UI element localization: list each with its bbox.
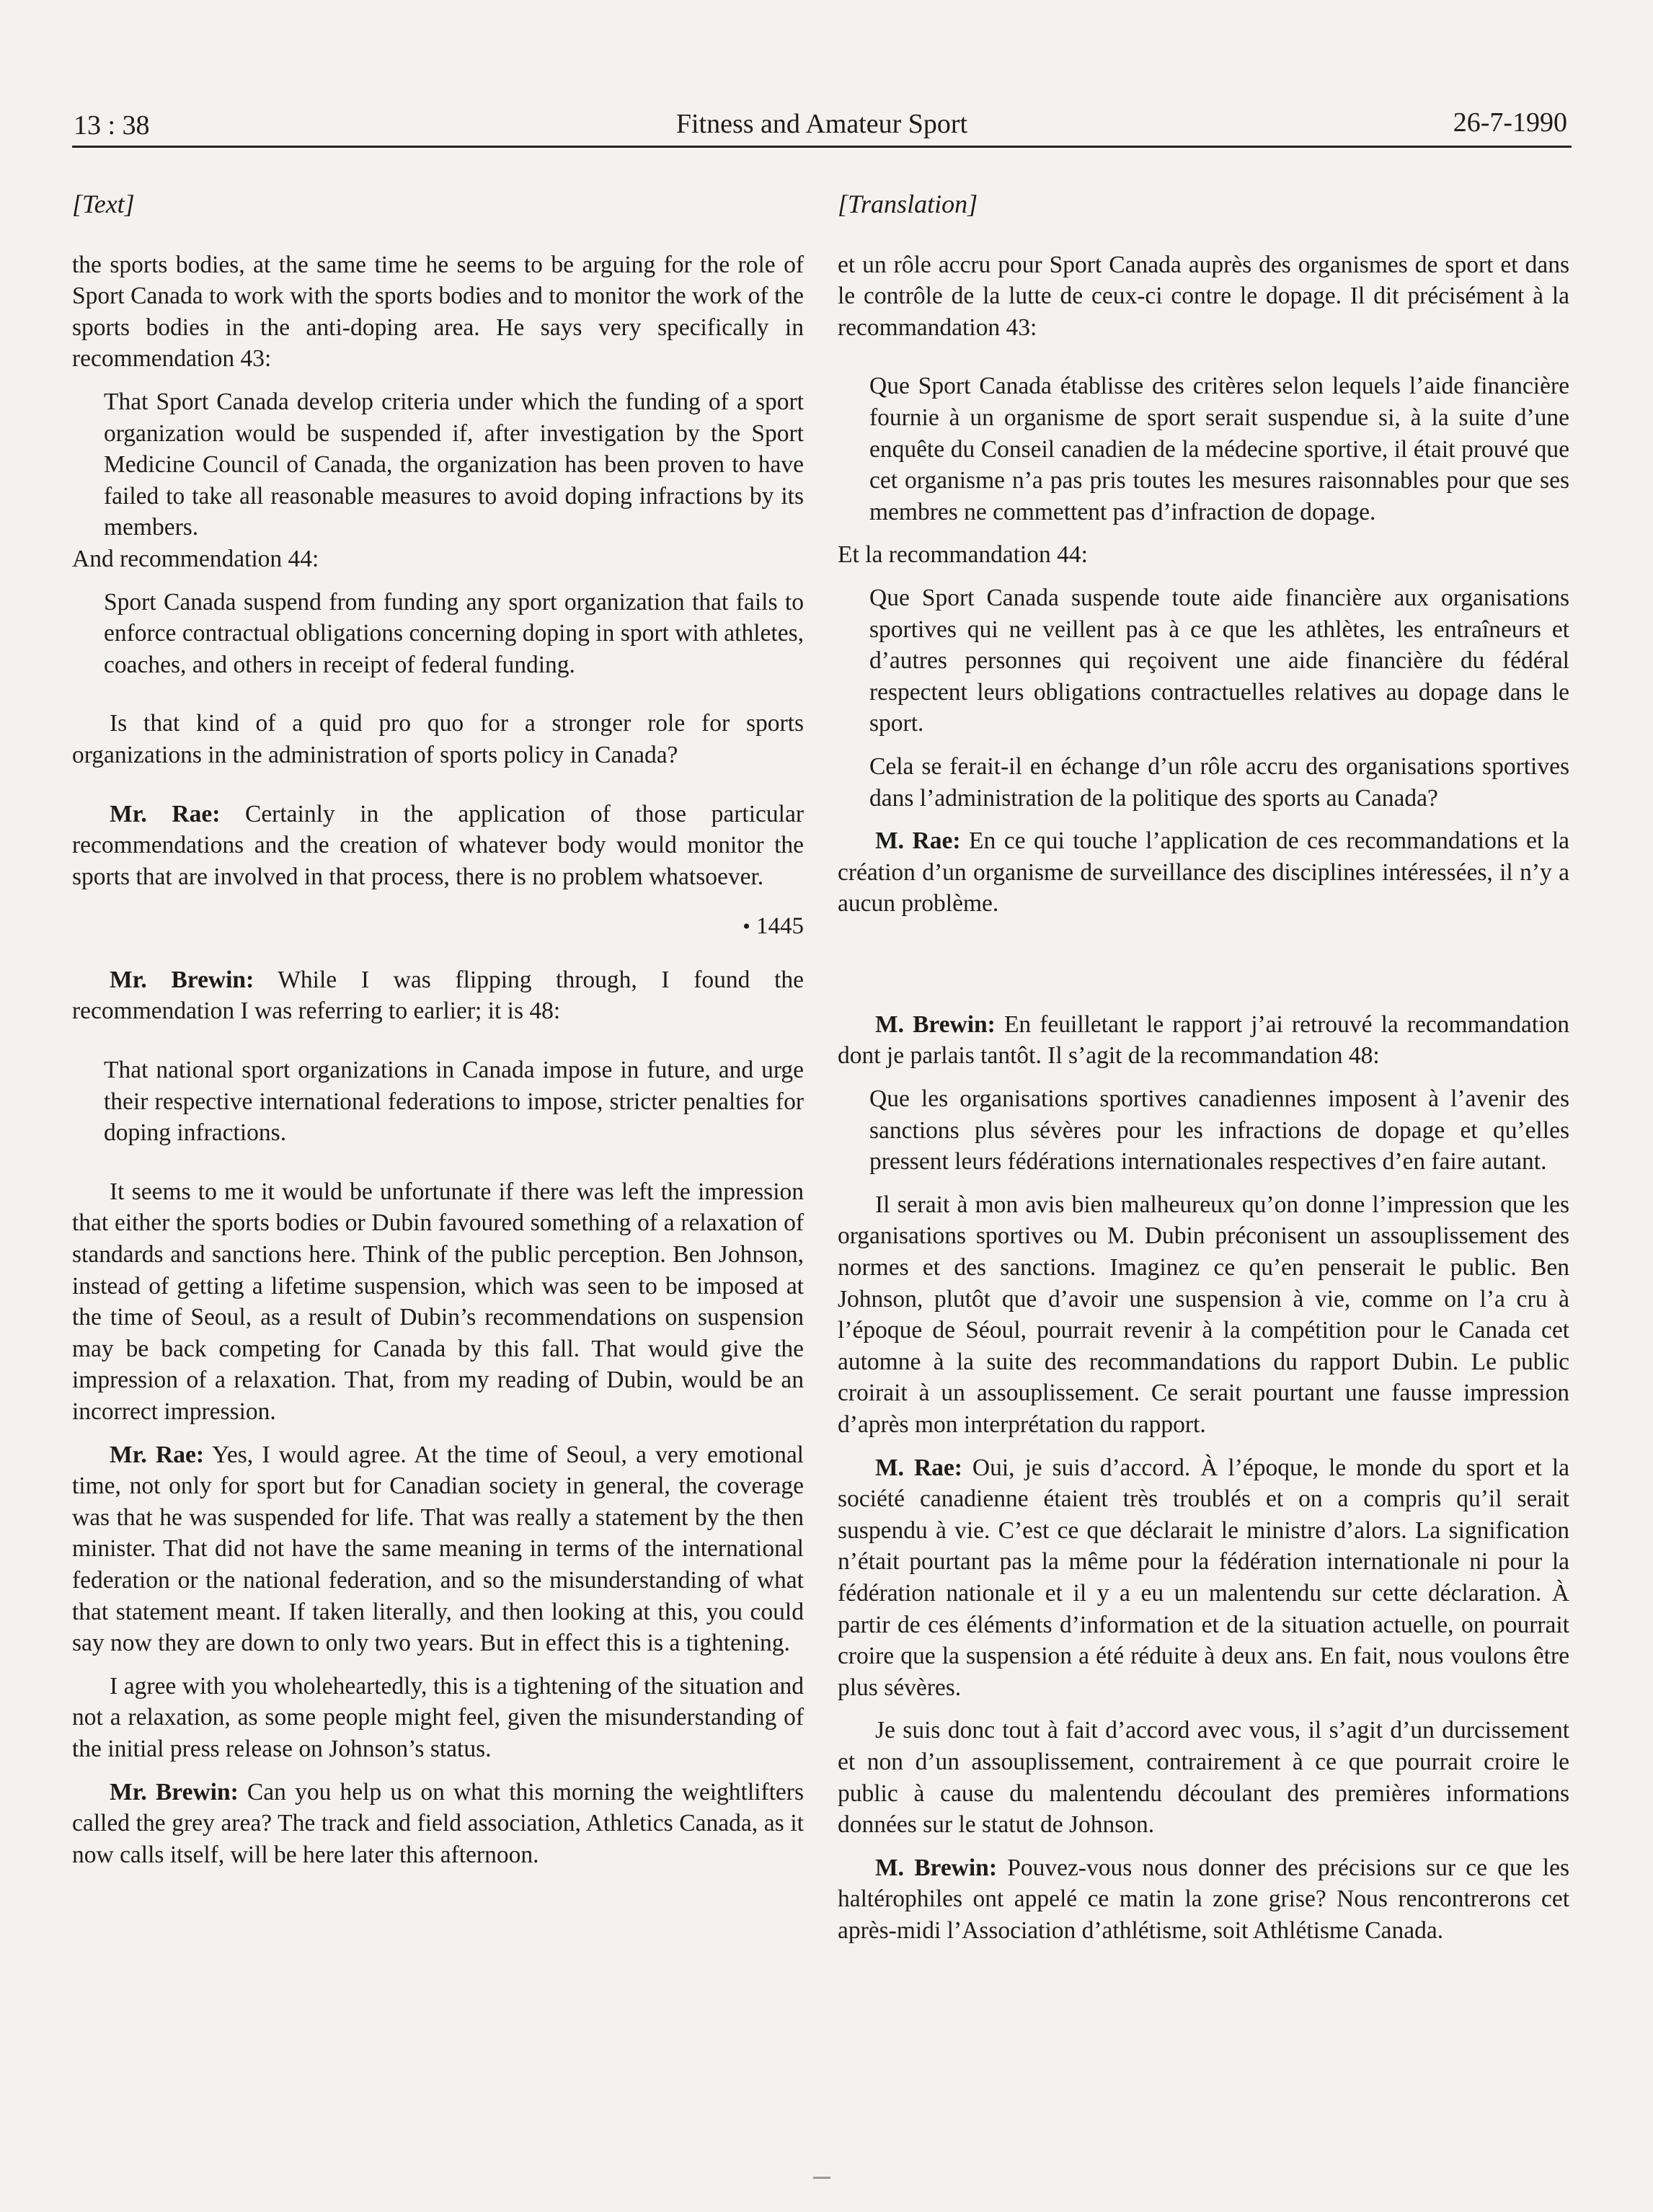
- time-marker-value: 1445: [756, 913, 804, 940]
- speech: [72, 799, 804, 893]
- paragraph: the sports bodies, at the same time he seems to be arguing for the role of Sport Canada to work with the sports bodies and to monitor the work of the sports bodies in the anti-doping area. He says very specifically in recommendation 43:: [72, 251, 804, 373]
- paragraph: And recommendation 44:: [72, 545, 319, 572]
- quotation: Sport Canada suspend from funding any sport organization that fails to enforce contractual obligations concerning doping in sport with athletes, coaches, and others in receipt of federal funding.: [104, 588, 804, 678]
- speech-text: Certainly in the application of those particular recommendations and the creation of whatever body would monitor the sports that are involved in that process, there is no problem whatsoever.: [72, 800, 804, 890]
- speech: [72, 964, 804, 1027]
- speech-text: Yes, I would agree. At the time of Seoul, a very emotional time, not only for sport but for Canadian society in general, the coverage was that he was suspended for life. That was really a statement by the then minister. That did not have the same meaning in terms of the international federation or the national federation, and so the misunderstanding of what that statement meant. If taken literally, and then looking at this, you could say now they are down to only two years. But in effect this is a tightening.: [72, 1441, 804, 1657]
- paragraph: It seems to me it would be unfortunate if there was left the impression that either the sports bodies or Dubin favoured something of a relaxation of standards and sanctions here. Think of the public perception. Ben Johnson, instead of getting a lifetime suspension, which was seen to be imposed at the time of Seoul, as a result of Dubin’s recommendations on suspension may be back competing for Canada by this fall. That would give the impression of a relaxation. That, from my reading of Dubin, would be an incorrect impression.: [72, 1178, 804, 1425]
- translation-tag: [Translation]: [838, 190, 978, 218]
- quotation: Que Sport Canada établisse des critères selon lequels l’aide financière fournie à un organisme de sport serait suspendue si, à la suite d’une enquête du Conseil canadien de la médecine sportive, il était prouvé que cet organisme n’a pas pris toutes les mesures raisonnables pour que ses membres ne commettent pas d’infraction de dopage.: [869, 373, 1569, 525]
- quotation: That Sport Canada develop criteria under which the funding of a sport organization would be suspended if, after investigation by the Sport Medicine Council of Canada, the organization has been proven to have failed to take all reasonable measures to avoid doping infractions by its members.: [104, 388, 804, 541]
- speaker-name: Mr. Brewin:: [110, 1778, 239, 1805]
- speaker-name: M. Brewin:: [875, 1854, 997, 1881]
- running-title: Fitness and Amateur Sport: [675, 109, 968, 139]
- speech-text: Can you help us on what this morning the weightlifters called the grey area? The track and field association, Athletics Canada, as it now calls itself, will be here later this afternoon.: [72, 1778, 804, 1868]
- speech: [72, 1777, 804, 1871]
- french-column: [838, 189, 1569, 1947]
- paragraph: I agree with you wholeheartedly, this is a tightening of the situation and not a relaxation, as some people might feel, given the misunderstanding of the initial press release on Johnson’s status.: [72, 1672, 804, 1762]
- text-tag: [Text]: [72, 190, 135, 218]
- speech: [838, 825, 1569, 920]
- speaker-name: M. Brewin:: [875, 1010, 996, 1038]
- speech-text: En feuilletant le rapport j’ai retrouvé la recommandation dont je parlais tantôt. Il s’agit de la recommandation 48:: [838, 1010, 1569, 1070]
- speaker-name: Mr. Rae:: [110, 800, 221, 827]
- page-header: [72, 101, 1572, 148]
- speech-text: Pouvez-vous nous donner des précisions sur ce que les haltérophiles ont appelé ce matin la zone grise? Nous rencontrerons cet après-midi l’Association d’athlétisme, soit Athlétisme Canada.: [838, 1854, 1569, 1944]
- speaker-name: M. Rae:: [875, 827, 961, 855]
- paragraph: et un rôle accru pour Sport Canada auprès des organismes de sport et dans le contrôle de la lutte de ceux-ci contre le dopage. Il dit précisément à la recommandation 43:: [838, 251, 1569, 341]
- time-marker: [72, 911, 804, 943]
- footer-mark: [813, 2177, 830, 2179]
- page-date: 26-7-1990: [1453, 107, 1567, 138]
- speaker-name: Mr. Brewin:: [110, 966, 254, 993]
- speech-text: En ce qui touche l’application de ces recommandations et la création d’un organisme de surveillance des disciplines intéressées, il n’y a aucun problème.: [838, 827, 1570, 918]
- paragraph: Is that kind of a quid pro quo for a stronger role for sports organizations in the administration of sports policy in Canada?: [72, 710, 804, 768]
- english-column: [72, 189, 804, 1870]
- paragraph: Il serait à mon avis bien malheureux qu’on donne l’impression que les organisations sportives ou M. Dubin préconisent un assouplissement des normes et des sanctions. Imaginez ce qu’en penserait le public. Ben Johnson, plutôt que d’avoir une suspension à vie, comme on l’a cru à l’époque de Séoul, pourrait revenir à la compétition pour le Canada cet automne à la suite des recommandations du rapport Dubin. Le public croirait à un assouplissement. Ce serait pourtant une fausse impression d’après mon interprétation du rapport.: [838, 1191, 1569, 1438]
- speech-text: Oui, je suis d’accord. À l’époque, le monde du sport et la société canadienne étaient très troublés et on a compris qu’il serait suspendu à vie. C’est ce que déclarait le ministre d’alors. La signification n’était pourtant pas la même pour la fédération internationale ni pour la fédération nationale et il y a eu un malentendu sur cette déclaration. À partir de ces éléments d’information et de la situation actuelle, on pourrait croire que la suspension a été réduite à deux ans. En fait, nous voulons être plus sévères.: [838, 1454, 1569, 1701]
- quotation: Cela se ferait-il en échange d’un rôle accru des organisations sportives dans l’administration de la politique des sports au Canada?: [869, 752, 1569, 812]
- speaker-name: M. Rae:: [875, 1454, 962, 1481]
- paragraph: Et la recommandation 44:: [838, 541, 1088, 569]
- paragraph: Je suis donc tout à fait d’accord avec vous, il s’agit d’un durcissement et non d’un assouplissement, contrairement à ce que pourrait croire le public à cause du malentendu découlant des premières informations données sur le statut de Johnson.: [838, 1717, 1569, 1839]
- speech: [72, 1439, 804, 1659]
- speech: [838, 1852, 1569, 1947]
- quotation: That national sport organizations in Canada impose in future, and urge their respective international federations to impose, stricter penalties for doping infractions.: [104, 1057, 804, 1147]
- time-marker-bullet: •: [743, 915, 750, 939]
- quotation: Que les organisations sportives canadiennes imposent à l’avenir des sanctions plus sévères pour les infractions de dopage et qu’elles pressent leurs fédérations internationales respectives d’en faire autant.: [869, 1085, 1569, 1176]
- speech-text: While I was flipping through, I found the recommendation I was referring to earlier; it is 48:: [72, 966, 805, 1025]
- quotation: Que Sport Canada suspende toute aide financière aux organisations sportives qui ne veillent pas à ce que les athlètes, les entraîneurs et d’autres personnes qui reçoivent une aide financière du fédéral respectent leurs obligations contractuelles relatives au dopage dans le sport.: [869, 584, 1569, 737]
- speech: [838, 1009, 1569, 1072]
- speech: [838, 1452, 1569, 1704]
- page-number: 13 : 38: [74, 110, 150, 141]
- speaker-name: Mr. Rae:: [110, 1441, 205, 1468]
